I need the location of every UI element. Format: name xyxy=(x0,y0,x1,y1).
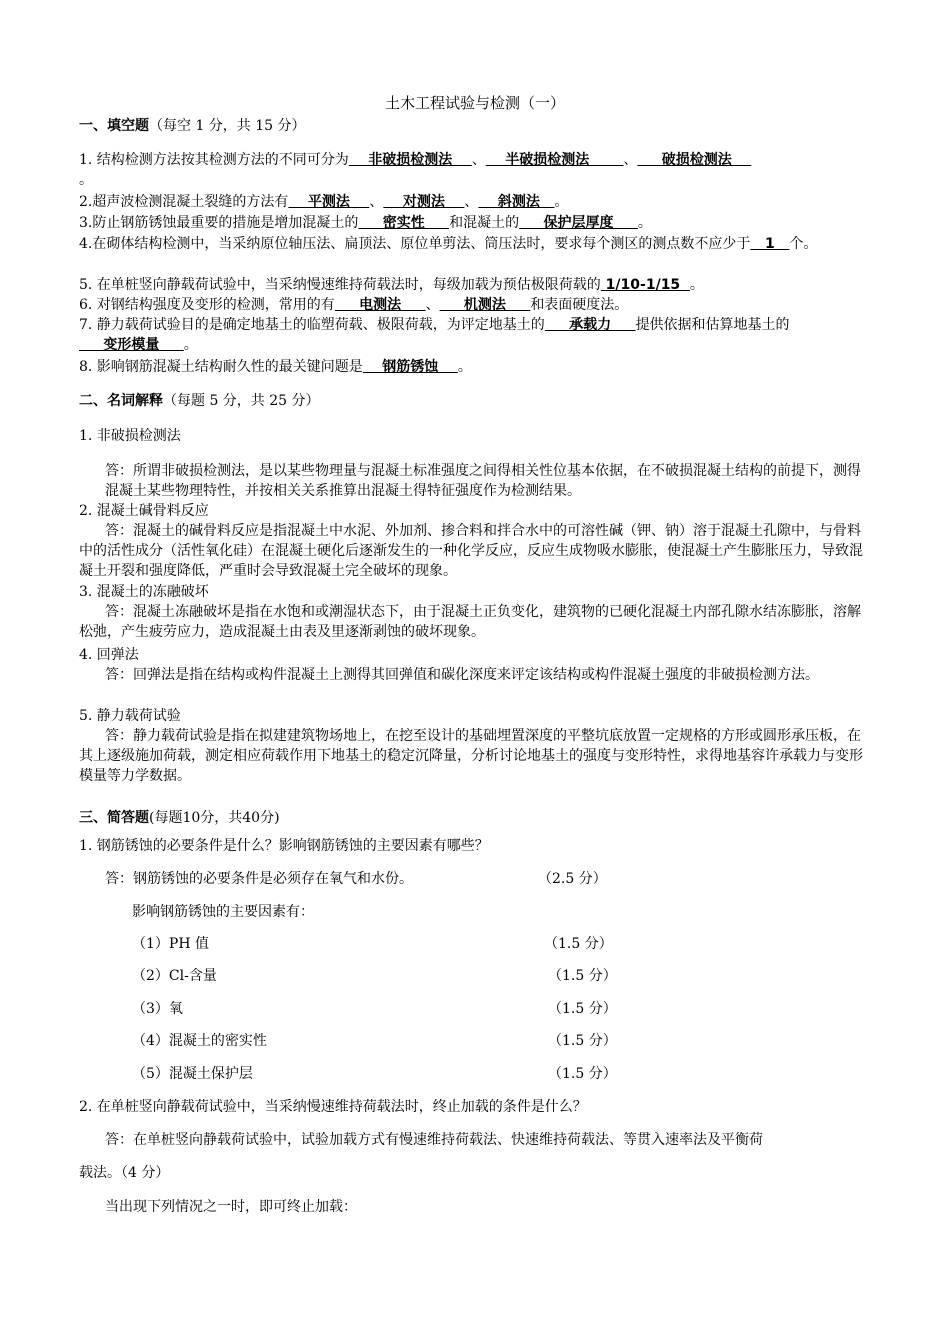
question-end: 。 xyxy=(637,215,652,231)
separator: 、 xyxy=(369,194,384,210)
answer-blank: 保护层厚度 xyxy=(519,215,638,231)
question-end: 个。 xyxy=(789,236,818,252)
question-text: 8. 影响钢筋混凝土结构耐久性的最关键问题是 xyxy=(79,359,363,375)
separator: 、 xyxy=(471,152,486,168)
term-1: 1. 非破损检测法 xyxy=(79,428,181,444)
factor-item xyxy=(79,934,927,954)
answer-blank: 破损检测法 xyxy=(637,152,752,168)
fill-question-2 xyxy=(79,192,874,212)
question-text: 4.在砌体结构检测中，当采纳原位轴压法、扁顶法、原位单剪法、筒压法时，要求每个测区的测点数不应少于 xyxy=(79,236,751,252)
section-3-heading: 三、简答题 xyxy=(79,810,149,826)
answer-blank: 1/10-1/15 xyxy=(600,277,690,293)
factor-item xyxy=(79,999,927,1019)
question-text: 5. 在单桩竖向静载荷试验中，当采纳慢速维持荷载法时，每级加载为预估极限荷载的 xyxy=(79,277,601,293)
section-1-note: （每空 1 分，共 15 分） xyxy=(149,118,306,134)
question-end: 。 xyxy=(554,194,569,210)
section-3-header xyxy=(79,808,874,828)
answer-blank: 密实性 xyxy=(358,215,450,231)
factor-label: （2）Cl-含量 xyxy=(132,968,217,984)
term-4-answer: 答：回弹法是指在结构或构件混凝土上测得其回弹值和碳化深度来评定该结构或构件混凝土强度的非破损检测方法。 xyxy=(105,667,819,683)
answer-blank: 非破损检测法 xyxy=(348,152,472,168)
score: （1.5 分） xyxy=(544,936,613,952)
term-5-answer: 答：静力载荷试验是指在拟建建筑物场地上，在挖至设计的基础埋置深度的平整坑底放置一定规格的方形或圆形承压板，在其上逐级施加荷载，测定相应荷载作用下地基土的稳定沉降量，分析讨论地基土的强度与变形特性，求得地基容许承载力与变形模量等力学数据。 xyxy=(79,728,863,784)
factor-label: （4）混凝土的密实性 xyxy=(132,1033,267,1049)
question-end: 。 xyxy=(689,277,704,293)
score: （1.5 分） xyxy=(548,1066,617,1082)
section-2-header xyxy=(79,391,874,411)
short-answer-2-line-1: 答：在单桩竖向静载荷试验中，试验加载方式有慢速维持荷载法、快速维持荷载法、等贯入速率法及平衡荷 xyxy=(105,1132,763,1148)
factor-item xyxy=(79,966,927,986)
document-title: 土木工程试验与检测（一） xyxy=(384,94,565,112)
short-answer-1 xyxy=(79,869,900,889)
separator: 、 xyxy=(425,297,440,313)
factor-label: （3）氧 xyxy=(132,1001,183,1017)
factor-item xyxy=(79,1031,927,1051)
answer-blank: 钢筋锈蚀 xyxy=(362,359,458,375)
section-2-note: （每题 5 分，共 25 分） xyxy=(163,393,320,409)
score: （2.5 分） xyxy=(538,871,607,887)
answer-text: 答：钢筋锈蚀的必要条件是必须存在氧气和水份。 xyxy=(105,871,413,887)
question-end: 。 xyxy=(457,359,472,375)
separator: 、 xyxy=(623,152,638,168)
fill-question-3 xyxy=(79,213,874,233)
term-5: 5. 静力载荷试验 xyxy=(79,708,181,724)
question-end: 。 xyxy=(79,172,93,188)
fill-question-5 xyxy=(79,275,874,295)
question-text-mid: 提供依据和估算地基土的 xyxy=(635,317,790,333)
question-text: 1. 结构检测方法按其检测方法的不同可分为 xyxy=(79,152,349,168)
short-answer-2-line-3: 当出现下列情况之一时，即可终止加载： xyxy=(105,1199,357,1215)
fill-question-4 xyxy=(79,234,874,254)
factor-label: （1）PH 值 xyxy=(132,936,209,952)
question-text: 7. 静力载荷试验目的是确定地基土的临塑荷载、极限荷载，为评定地基土的 xyxy=(79,317,545,333)
question-text-mid: 和混凝土的 xyxy=(449,215,520,231)
factor-item xyxy=(79,1064,927,1084)
answer-blank: 平测法 xyxy=(288,194,370,210)
answer-blank: 变形模量 xyxy=(79,337,184,353)
answer-blank: 半破损检测法 xyxy=(485,152,624,168)
question-text: 3.防止钢筋锈蚀最重要的措施是增加混凝土的 xyxy=(79,215,359,231)
answer-blank: 承载力 xyxy=(544,317,636,333)
score: （1.5 分） xyxy=(548,968,617,984)
term-2-answer: 答：混凝土的碱骨料反应是指混凝土中水泥、外加剂、掺合料和拌合水中的可溶性碱（钾、钠）溶于混凝土孔隙中，与骨料中的活性成分（活性氧化硅）在混凝土硬化后逐渐发生的一种化学反应，反应生成物吸水膨胀，使混凝土产生膨胀压力，导致混凝土开裂和强度降低，严重时会导致混凝土完全破坏的现象。 xyxy=(79,523,863,579)
short-question-1: 1. 钢筋锈蚀的必要条件是什么？影响钢筋锈蚀的主要因素有哪些？ xyxy=(79,838,489,854)
fill-question-6 xyxy=(79,295,874,315)
factors-intro: 影响钢筋锈蚀的主要因素有： xyxy=(132,904,314,920)
short-answer-2-line-2: 载法。（4 分） xyxy=(79,1165,170,1181)
fill-question-1 xyxy=(79,150,874,190)
section-1-heading: 一、填空题 xyxy=(79,118,149,134)
term-3: 3. 混凝土的冻融破坏 xyxy=(79,584,209,600)
question-text: 6. 对钢结构强度及变形的检测，常用的有 xyxy=(79,297,335,313)
answer-blank: 对测法 xyxy=(383,194,465,210)
section-3-note: (每题10分，共40分) xyxy=(149,810,280,826)
term-2: 2. 混凝土碱骨料反应 xyxy=(79,503,209,519)
separator: 、 xyxy=(464,194,479,210)
answer-blank: 1 xyxy=(750,236,790,252)
factor-label: （5）混凝土保护层 xyxy=(132,1066,253,1082)
score: （1.5 分） xyxy=(548,1001,617,1017)
answer-blank: 电测法 xyxy=(334,297,426,313)
section-1-header xyxy=(79,116,874,136)
section-2-heading: 二、名词解释 xyxy=(79,393,163,409)
question-end: 和表面硬度法。 xyxy=(530,297,629,313)
fill-question-7 xyxy=(79,315,874,355)
term-4: 4. 回弹法 xyxy=(79,647,139,663)
term-3-answer: 答：混凝土冻融破坏是指在水饱和或潮湿状态下，由于混凝土正负变化，建筑物的已硬化混凝土内部孔隙水结冻膨胀，溶解松弛，产生疲劳应力，造成混凝土由表及里逐渐剥蚀的破坏现象。 xyxy=(79,604,861,640)
fill-question-8 xyxy=(79,357,874,377)
question-end: 。 xyxy=(183,337,198,353)
question-text: 2.超声波检测混凝土裂缝的方法有 xyxy=(79,194,289,210)
short-question-2: 2. 在单桩竖向静载荷试验中，当采纳慢速维持荷载法时，终止加载的条件是什么？ xyxy=(79,1099,587,1115)
term-1-answer: 答：所谓非破损检测法，是以某些物理量与混凝土标准强度之间得相关性位基本依据，在不破损混凝土结构的前提下，测得混凝土某些物理特性，并按相关关系推算出混凝土得特征强度作为检测结果。 xyxy=(105,463,861,499)
answer-blank: 斜测法 xyxy=(478,194,555,210)
answer-blank: 机测法 xyxy=(439,297,531,313)
score: （1.5 分） xyxy=(548,1033,617,1049)
